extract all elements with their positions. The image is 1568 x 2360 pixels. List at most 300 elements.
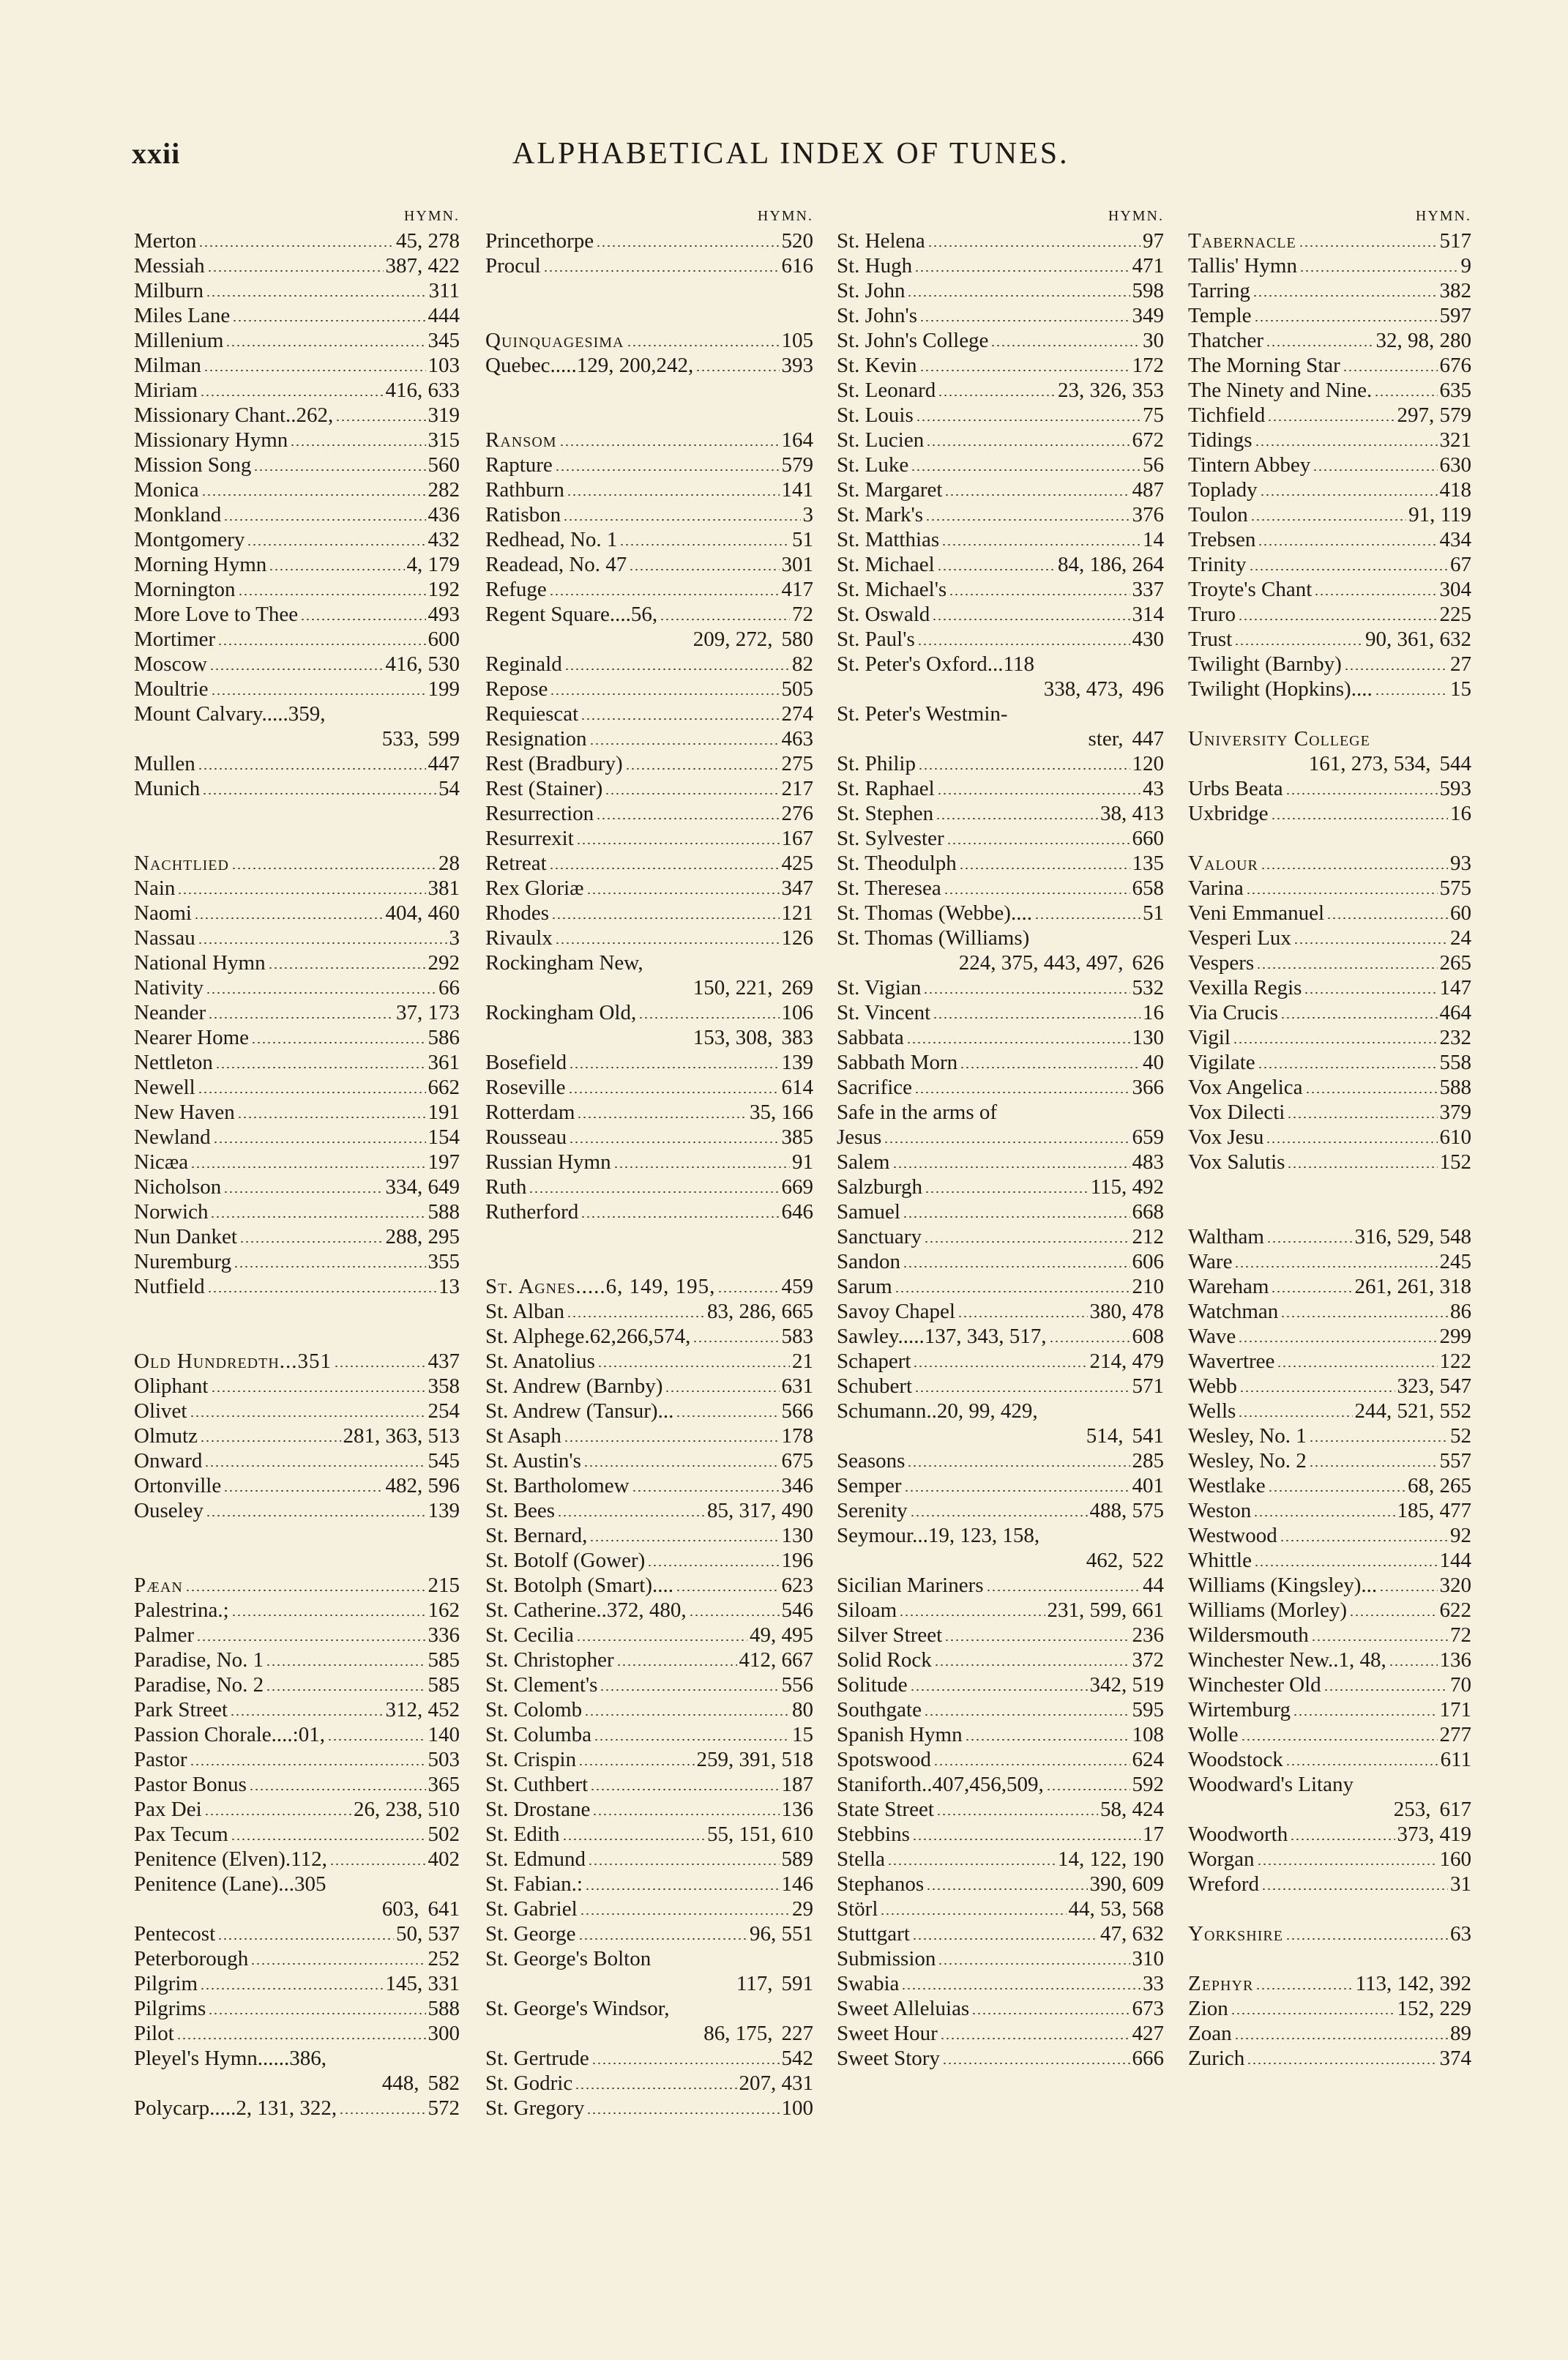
hymn-numbers: 571 bbox=[1132, 1374, 1164, 1398]
dot-leader bbox=[1324, 1689, 1448, 1691]
dot-leader bbox=[290, 444, 425, 446]
tune-name: Stephanos bbox=[837, 1872, 925, 1896]
hymn-numbers: 347 bbox=[781, 876, 813, 900]
dot-leader bbox=[949, 594, 1130, 595]
dot-leader bbox=[906, 1042, 1130, 1043]
index-entry bbox=[485, 876, 813, 901]
dot-leader bbox=[210, 1216, 425, 1218]
tune-name: Wirtemburg bbox=[1188, 1698, 1291, 1721]
dot-leader bbox=[1299, 245, 1438, 247]
tune-name: Wareham bbox=[1188, 1275, 1269, 1298]
hymn-numbers: 91, 119 bbox=[1408, 503, 1471, 526]
index-entry bbox=[134, 1573, 460, 1598]
hymn-numbers: 493 bbox=[428, 603, 460, 626]
tune-name: Wells bbox=[1188, 1399, 1236, 1423]
index-entry bbox=[1188, 1423, 1471, 1448]
hymn-numbers: 673 bbox=[1132, 1997, 1164, 2020]
dot-leader bbox=[1280, 1540, 1448, 1541]
dot-leader bbox=[200, 1988, 383, 1989]
index-entry bbox=[837, 1150, 1164, 1175]
hymn-numbers: 47, 632 bbox=[1100, 1922, 1164, 1946]
hymn-numbers: 668 bbox=[1132, 1200, 1164, 1224]
dot-leader bbox=[204, 370, 426, 371]
tune-name: Trinity bbox=[1188, 553, 1247, 576]
tune-name: Nicæa bbox=[134, 1150, 189, 1174]
index-entry bbox=[1188, 303, 1471, 328]
tune-name: Tintern Abbey bbox=[1188, 453, 1311, 477]
index-entry bbox=[134, 1274, 460, 1299]
index-entry bbox=[134, 1797, 460, 1822]
dot-leader bbox=[910, 1689, 1088, 1691]
tune-name: Rhodes bbox=[485, 901, 549, 925]
dot-leader bbox=[223, 1191, 383, 1193]
dot-leader bbox=[177, 893, 425, 894]
dot-leader bbox=[1271, 1291, 1352, 1292]
hymn-numbers: 586 bbox=[428, 1026, 460, 1049]
tune-name: St. Helena bbox=[837, 229, 925, 253]
index-entry bbox=[134, 2096, 460, 2121]
index-entry bbox=[837, 701, 1164, 726]
dot-leader bbox=[907, 295, 1130, 297]
hymn-numbers: 624 bbox=[1132, 1748, 1164, 1771]
page-header bbox=[132, 136, 1449, 177]
hymn-numbers: 385 bbox=[781, 1125, 813, 1149]
index-column-1 bbox=[134, 204, 460, 2121]
hymn-numbers: 96, 551 bbox=[750, 1922, 813, 1946]
tune-name: Pentecost bbox=[134, 1922, 216, 1946]
index-entry bbox=[485, 1199, 813, 1224]
section-gap bbox=[1188, 1896, 1471, 1921]
index-entry bbox=[837, 1548, 1164, 1573]
index-entry bbox=[1188, 1722, 1471, 1747]
hymn-numbers: 437 bbox=[428, 1350, 460, 1373]
hymn-numbers: 68, 265 bbox=[1408, 1474, 1471, 1497]
dot-leader bbox=[1266, 345, 1373, 346]
hymn-numbers: 23, 326, 353 bbox=[1058, 379, 1164, 402]
dot-leader bbox=[1314, 594, 1437, 595]
index-entry bbox=[837, 950, 1164, 975]
dot-leader bbox=[938, 395, 1056, 396]
index-entry bbox=[837, 926, 1164, 950]
hymn-numbers: 418 bbox=[1439, 478, 1471, 502]
tune-name: St. Alphege.62,266,574, bbox=[485, 1325, 691, 1348]
hymn-numbers: 319 bbox=[428, 403, 460, 427]
tune-name: Sawley.....137, 343, 517, bbox=[837, 1325, 1047, 1348]
dot-leader bbox=[1261, 868, 1448, 869]
index-entry bbox=[134, 677, 460, 701]
hymn-numbers: 299 bbox=[1439, 1325, 1471, 1348]
index-entry bbox=[1188, 1473, 1471, 1498]
hymn-numbers: 80 bbox=[792, 1698, 813, 1721]
tune-name: St. Edmund bbox=[485, 1847, 586, 1871]
dot-leader bbox=[1255, 1988, 1353, 1989]
hymn-numbers: 366 bbox=[1132, 1076, 1164, 1099]
index-entry bbox=[837, 253, 1164, 278]
hymn-numbers: 376 bbox=[1132, 503, 1164, 526]
dot-leader bbox=[1046, 1789, 1130, 1790]
hymn-numbers: 585 bbox=[428, 1673, 460, 1697]
hymn-numbers: 146 bbox=[781, 1872, 813, 1896]
dot-leader bbox=[1254, 1565, 1438, 1566]
hymn-numbers: 321 bbox=[1439, 428, 1471, 452]
hymn-numbers: 92 bbox=[1450, 1524, 1471, 1547]
index-entry bbox=[837, 901, 1164, 926]
tune-name: Trust bbox=[1188, 628, 1233, 651]
dot-leader bbox=[335, 420, 425, 421]
tune-name: State Street bbox=[837, 1798, 934, 1821]
index-column-3 bbox=[837, 204, 1164, 2071]
dot-leader bbox=[1241, 1739, 1438, 1741]
tune-name: Onward bbox=[134, 1449, 203, 1473]
tune-name: St. Kevin bbox=[837, 354, 917, 377]
index-entry bbox=[485, 1299, 813, 1324]
index-entry bbox=[837, 1100, 1164, 1125]
hymn-numbers: 282 bbox=[428, 478, 460, 502]
hymn-numbers: 311 bbox=[428, 279, 460, 302]
hymn-numbers: 427 bbox=[1132, 2022, 1164, 2045]
index-entry bbox=[485, 1423, 813, 1448]
index-entry bbox=[485, 2096, 813, 2121]
hymn-numbers: 349 bbox=[1132, 304, 1164, 327]
dot-leader bbox=[211, 693, 426, 695]
hymn-numbers: 646 bbox=[781, 1200, 813, 1224]
index-entry bbox=[134, 1896, 460, 1921]
tune-name: Merton bbox=[134, 229, 197, 253]
hymn-numbers: 417 bbox=[781, 578, 813, 601]
tune-name: Seasons bbox=[837, 1449, 906, 1473]
dot-leader bbox=[1293, 1714, 1437, 1716]
index-entry bbox=[134, 627, 460, 652]
hymn-numbers: 33 bbox=[1143, 1972, 1164, 1995]
index-entry bbox=[837, 477, 1164, 502]
index-entry bbox=[134, 2071, 460, 2096]
index-entry bbox=[134, 2021, 460, 2046]
hymn-numbers: 162 bbox=[428, 1598, 460, 1622]
tune-name: St. Sylvester bbox=[837, 827, 944, 850]
index-entry bbox=[485, 527, 813, 552]
tune-name: St. Paul's bbox=[837, 628, 915, 651]
hymn-numbers: 582 bbox=[428, 2071, 460, 2095]
tune-name: Pastor Bonus bbox=[134, 1773, 247, 1796]
index-entry bbox=[485, 2021, 813, 2046]
index-entry bbox=[837, 1623, 1164, 1648]
hymn-numbers: 135 bbox=[1132, 852, 1164, 875]
index-entry bbox=[1188, 1050, 1471, 1075]
hymn-numbers: 483 bbox=[1132, 1150, 1164, 1174]
dot-leader bbox=[944, 1639, 1130, 1641]
hymn-numbers: 300 bbox=[428, 2022, 460, 2045]
dot-leader bbox=[629, 569, 779, 570]
tune-name: Sacrifice bbox=[837, 1076, 913, 1099]
dot-leader bbox=[960, 1067, 1140, 1068]
hymn-numbers: 310 bbox=[1132, 1947, 1164, 1970]
index-entry bbox=[1188, 726, 1471, 751]
hymn-numbers: 425 bbox=[781, 852, 813, 875]
hymn-numbers: 191 bbox=[428, 1101, 460, 1124]
hymn-numbers: 245 bbox=[1439, 1250, 1471, 1273]
hymn-numbers: 26, 238, 510 bbox=[354, 1798, 460, 1821]
index-entry bbox=[837, 1125, 1164, 1150]
tune-name: Rockingham Old, bbox=[485, 1001, 637, 1024]
tune-name: Jesus bbox=[837, 1125, 882, 1149]
hymn-numbers: 130 bbox=[1132, 1026, 1164, 1049]
tune-name: Schubert bbox=[837, 1374, 913, 1398]
tune-name: Williams (Morley) bbox=[1188, 1598, 1348, 1622]
hymn-numbers: 372 bbox=[1132, 1648, 1164, 1672]
tune-name: 153, 308, bbox=[692, 1026, 773, 1049]
dot-leader bbox=[589, 1540, 779, 1541]
tune-name: St. Theodulph bbox=[837, 852, 957, 875]
index-entry bbox=[837, 1175, 1164, 1199]
hymn-numbers: 17 bbox=[1143, 1823, 1164, 1846]
hymn-numbers: 154 bbox=[428, 1125, 460, 1149]
tune-name: Neander bbox=[134, 1001, 206, 1024]
tune-name: Norwich bbox=[134, 1200, 209, 1224]
index-entry bbox=[485, 1349, 813, 1374]
tune-name: Wildersmouth bbox=[1188, 1623, 1309, 1647]
dot-leader bbox=[238, 594, 426, 595]
dot-leader bbox=[1379, 1590, 1437, 1591]
tune-name: Stella bbox=[837, 1847, 886, 1871]
hymn-numbers: 588 bbox=[1439, 1076, 1471, 1099]
tune-name: New Haven bbox=[134, 1101, 235, 1124]
hymn-numbers: 434 bbox=[1439, 528, 1471, 551]
index-entry bbox=[134, 1249, 460, 1274]
hymn-numbers: 292 bbox=[428, 951, 460, 975]
index-list bbox=[1188, 228, 1471, 2071]
index-entry bbox=[1188, 378, 1471, 403]
dot-leader bbox=[904, 1490, 1130, 1492]
hymn-numbers: 106 bbox=[781, 1001, 813, 1024]
index-entry bbox=[485, 1797, 813, 1822]
index-entry bbox=[837, 602, 1164, 627]
hymn-numbers: 236 bbox=[1132, 1623, 1164, 1647]
hymn-numbers: 27 bbox=[1450, 652, 1471, 676]
tune-name: Westlake bbox=[1188, 1474, 1266, 1497]
index-entry bbox=[134, 477, 460, 502]
dot-leader bbox=[555, 469, 780, 471]
dot-leader bbox=[1255, 444, 1438, 446]
tune-name: Pilgrim bbox=[134, 1972, 198, 1995]
dot-leader bbox=[590, 1789, 779, 1790]
dot-leader bbox=[903, 1216, 1130, 1218]
index-entry bbox=[134, 1971, 460, 1996]
index-entry bbox=[1188, 1847, 1471, 1872]
index-entry bbox=[1188, 1448, 1471, 1473]
hymn-numbers: 97 bbox=[1143, 229, 1164, 253]
index-entry bbox=[1188, 776, 1471, 801]
hymn-numbers: 261, 261, 318 bbox=[1354, 1275, 1471, 1298]
index-column-4 bbox=[1188, 204, 1471, 2071]
index-entry bbox=[485, 1473, 813, 1498]
index-entry bbox=[485, 1946, 813, 1971]
tune-name: Ouseley bbox=[134, 1499, 204, 1522]
hymn-numbers: 591 bbox=[781, 1972, 813, 1995]
tune-name: St. Louis bbox=[837, 403, 914, 427]
index-entry bbox=[837, 1598, 1164, 1623]
tune-name: Olivet bbox=[134, 1399, 187, 1423]
tune-name: Nain bbox=[134, 876, 176, 900]
tune-name: Pæan bbox=[134, 1574, 183, 1597]
dot-leader bbox=[625, 768, 780, 770]
dot-leader bbox=[616, 1664, 737, 1666]
hymn-numbers: 532 bbox=[1132, 976, 1164, 1000]
hymn-numbers: 672 bbox=[1132, 428, 1164, 452]
index-entry bbox=[134, 975, 460, 1000]
hymn-numbers: 560 bbox=[428, 453, 460, 477]
index-entry bbox=[1188, 1249, 1471, 1274]
index-entry bbox=[485, 1573, 813, 1598]
index-entry bbox=[837, 1921, 1164, 1946]
tune-name: 533, bbox=[381, 727, 419, 751]
tune-name: Winchester Old bbox=[1188, 1673, 1321, 1697]
dot-leader bbox=[206, 295, 427, 297]
column-header: HYMN. bbox=[403, 208, 460, 224]
tune-name: Webb bbox=[1188, 1374, 1237, 1398]
dot-leader bbox=[596, 818, 779, 819]
dot-leader bbox=[585, 1888, 780, 1890]
tune-name: St. George's Windsor, bbox=[485, 1997, 670, 2020]
tune-name: Polycarp.....2, 131, 322, bbox=[134, 2096, 337, 2120]
index-entry bbox=[837, 1946, 1164, 1971]
dot-leader bbox=[926, 444, 1130, 446]
tune-name: Procul bbox=[485, 254, 541, 278]
index-entry bbox=[134, 950, 460, 975]
index-entry bbox=[134, 403, 460, 428]
tune-name: Newell bbox=[134, 1076, 195, 1099]
index-entry bbox=[134, 726, 460, 751]
dot-leader bbox=[695, 370, 779, 371]
index-entry bbox=[134, 1946, 460, 1971]
tune-name: St. Alban bbox=[485, 1300, 564, 1323]
hymn-numbers: 139 bbox=[781, 1051, 813, 1074]
index-entry bbox=[134, 2046, 460, 2071]
hymn-numbers: 269 bbox=[781, 976, 813, 1000]
hymn-numbers: 84, 186, 264 bbox=[1058, 553, 1164, 576]
tune-name: St. Mark's bbox=[837, 503, 924, 526]
tune-name: St Asaph bbox=[485, 1424, 561, 1448]
tune-name: Palmer bbox=[134, 1623, 195, 1647]
hymn-numbers: 115, 492 bbox=[1090, 1175, 1164, 1199]
hymn-numbers: 676 bbox=[1439, 354, 1471, 377]
hymn-numbers: 572 bbox=[428, 2096, 460, 2120]
dot-leader bbox=[588, 1864, 780, 1865]
tune-name: Requiescat bbox=[485, 702, 579, 726]
tune-name: Wreford bbox=[1188, 1872, 1260, 1896]
index-entry bbox=[837, 975, 1164, 1000]
index-entry bbox=[134, 751, 460, 776]
hymn-numbers: 40 bbox=[1143, 1051, 1164, 1074]
tune-name: Ware bbox=[1188, 1250, 1233, 1273]
tune-name: Tabernacle bbox=[1188, 229, 1296, 253]
tune-name: Resignation bbox=[485, 727, 587, 751]
tune-name: Submission bbox=[837, 1947, 936, 1970]
index-entry bbox=[1188, 1623, 1471, 1648]
tune-name: Ransom bbox=[485, 428, 557, 452]
dot-leader bbox=[1260, 494, 1438, 496]
tune-name: Vox Salutis bbox=[1188, 1150, 1285, 1174]
dot-leader bbox=[339, 2113, 425, 2114]
hymn-numbers: 447 bbox=[428, 752, 460, 775]
tune-name: Munich bbox=[134, 777, 201, 800]
index-entry bbox=[837, 1896, 1164, 1921]
index-entry bbox=[837, 353, 1164, 378]
hymn-numbers: 147 bbox=[1439, 976, 1471, 1000]
hymn-numbers: 315 bbox=[428, 428, 460, 452]
index-entry bbox=[485, 1598, 813, 1623]
dot-leader bbox=[577, 1117, 747, 1118]
dot-leader bbox=[924, 1241, 1130, 1243]
index-entry bbox=[485, 253, 813, 278]
tune-name: Moscow bbox=[134, 652, 207, 676]
hymn-numbers: 583 bbox=[781, 1325, 813, 1348]
hymn-numbers: 66 bbox=[438, 976, 460, 1000]
hymn-numbers: 274 bbox=[781, 702, 813, 726]
index-entry bbox=[837, 552, 1164, 577]
index-entry bbox=[837, 652, 1164, 677]
tune-name: Twilight (Hopkins).... bbox=[1188, 677, 1373, 701]
dot-leader bbox=[578, 1938, 747, 1940]
hymn-numbers: 83, 286, 665 bbox=[707, 1300, 813, 1323]
dot-leader bbox=[901, 1988, 1140, 1989]
tune-name: St. Bees bbox=[485, 1499, 556, 1522]
index-entry bbox=[134, 1423, 460, 1448]
index-entry bbox=[837, 1299, 1164, 1324]
dot-leader bbox=[1271, 818, 1448, 819]
hymn-numbers: 63 bbox=[1450, 1922, 1471, 1946]
section-gap bbox=[134, 826, 460, 851]
hymn-numbers: 199 bbox=[428, 677, 460, 701]
hymn-numbers: 623 bbox=[781, 1574, 813, 1597]
index-entry bbox=[1188, 253, 1471, 278]
index-entry bbox=[837, 1573, 1164, 1598]
hymn-numbers: 140 bbox=[428, 1723, 460, 1746]
dot-leader bbox=[933, 1017, 1140, 1019]
dot-leader bbox=[919, 370, 1130, 371]
dot-leader bbox=[1246, 893, 1438, 894]
section-gap bbox=[485, 1224, 813, 1249]
index-entry bbox=[485, 975, 813, 1000]
index-entry bbox=[837, 1747, 1164, 1772]
tune-name: Nun Danket bbox=[134, 1225, 237, 1248]
tune-name: St. Cecilia bbox=[485, 1623, 574, 1647]
dot-leader bbox=[213, 1142, 426, 1143]
dot-leader bbox=[578, 1764, 694, 1765]
dot-leader bbox=[990, 345, 1140, 346]
dot-leader bbox=[613, 1166, 790, 1168]
dot-leader bbox=[1034, 917, 1140, 919]
index-entry bbox=[134, 527, 460, 552]
dot-leader bbox=[1280, 1017, 1437, 1019]
index-entry bbox=[1188, 1224, 1471, 1249]
hymn-numbers: 541 bbox=[1132, 1424, 1164, 1448]
hymn-numbers: 312, 452 bbox=[385, 1698, 460, 1721]
tune-name: Pleyel's Hymn......386, bbox=[134, 2047, 326, 2070]
dot-leader bbox=[647, 1565, 779, 1566]
dot-leader bbox=[1250, 519, 1406, 521]
tune-name: Passion Chorale....:01, bbox=[134, 1723, 325, 1746]
dot-leader bbox=[559, 444, 780, 446]
tune-name: Miriam bbox=[134, 379, 198, 402]
section-gap bbox=[485, 403, 813, 428]
hymn-numbers: 51 bbox=[792, 528, 813, 551]
index-entry bbox=[485, 901, 813, 926]
dot-leader bbox=[198, 942, 447, 944]
dot-leader bbox=[627, 345, 780, 346]
hymn-numbers: 51 bbox=[1143, 901, 1164, 925]
tune-name: St. Christopher bbox=[485, 1648, 614, 1672]
tune-name: 448, bbox=[381, 2071, 419, 2095]
